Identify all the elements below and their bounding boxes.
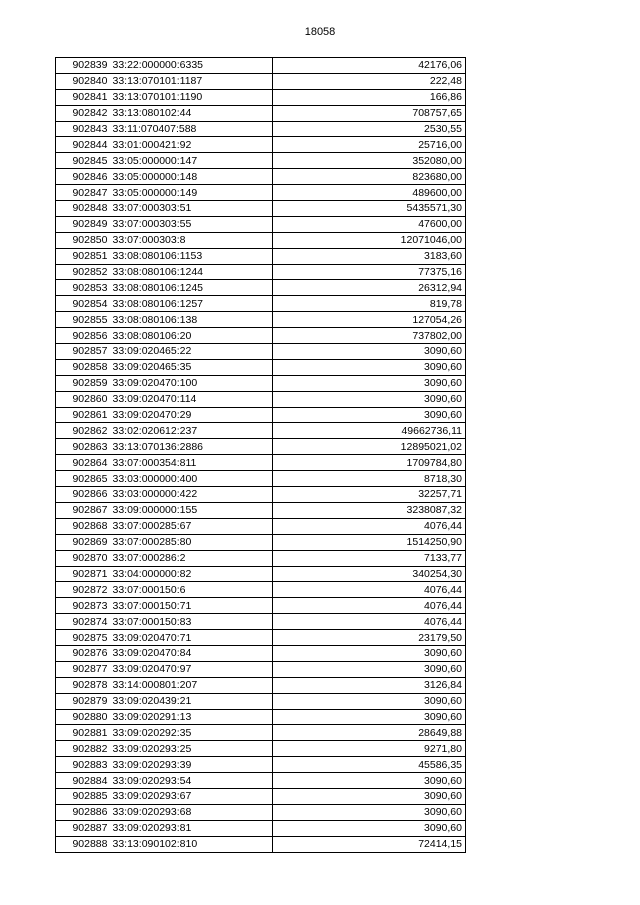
table-body [56, 58, 466, 853]
cadastral-number-cell: 33:07:000150:6 [111, 582, 273, 598]
cadastral-number-cell: 33:09:020293:81 [111, 820, 273, 836]
row-number-cell: 902865 [56, 471, 111, 487]
row-number-cell: 902888 [56, 836, 111, 852]
row-number-cell: 902845 [56, 153, 111, 169]
cadastral-number-cell: 33:08:080106:20 [111, 328, 273, 344]
value-cell: 3090,60 [273, 773, 466, 789]
table-row [56, 804, 466, 820]
cadastral-number-cell: 33:13:080102:44 [111, 105, 273, 121]
table-row [56, 757, 466, 773]
table-row [56, 836, 466, 852]
row-number-cell: 902886 [56, 804, 111, 820]
cadastral-number-cell: 33:11:070407:588 [111, 121, 273, 137]
row-number-cell: 902872 [56, 582, 111, 598]
row-number-cell: 902878 [56, 677, 111, 693]
row-number-cell: 902854 [56, 296, 111, 312]
row-number-cell: 902849 [56, 216, 111, 232]
value-cell: 3090,60 [273, 375, 466, 391]
value-cell: 42176,06 [273, 58, 466, 74]
value-cell: 3126,84 [273, 677, 466, 693]
table-row [56, 423, 466, 439]
value-cell: 28649,88 [273, 725, 466, 741]
cadastral-number-cell: 33:08:080106:1245 [111, 280, 273, 296]
cadastral-number-cell: 33:09:020465:22 [111, 344, 273, 360]
table-row [56, 773, 466, 789]
row-number-cell: 902843 [56, 121, 111, 137]
table-row [56, 820, 466, 836]
value-cell: 3090,60 [273, 709, 466, 725]
table-row [56, 232, 466, 248]
row-number-cell: 902873 [56, 598, 111, 614]
table-row [56, 153, 466, 169]
row-number-cell: 902862 [56, 423, 111, 439]
row-number-cell: 902852 [56, 264, 111, 280]
value-cell: 3090,60 [273, 661, 466, 677]
table-row [56, 121, 466, 137]
cadastral-number-cell: 33:08:080106:1153 [111, 248, 273, 264]
cadastral-number-cell: 33:13:070101:1187 [111, 73, 273, 89]
cadastral-number-cell: 33:09:020292:35 [111, 725, 273, 741]
table-row [56, 185, 466, 201]
cadastral-number-cell: 33:09:020293:67 [111, 788, 273, 804]
value-cell: 23179,50 [273, 630, 466, 646]
value-cell: 489600,00 [273, 185, 466, 201]
cadastral-number-cell: 33:09:020470:84 [111, 645, 273, 661]
value-cell: 9271,80 [273, 741, 466, 757]
row-number-cell: 902885 [56, 788, 111, 804]
cadastral-number-cell: 33:08:080106:1257 [111, 296, 273, 312]
row-number-cell: 902860 [56, 391, 111, 407]
row-number-cell: 902840 [56, 73, 111, 89]
page-number: 18058 [304, 26, 336, 38]
row-number-cell: 902883 [56, 757, 111, 773]
cadastral-number-cell: 33:22:000000:6335 [111, 58, 273, 74]
cadastral-number-cell: 33:09:020470:29 [111, 407, 273, 423]
value-cell: 4076,44 [273, 518, 466, 534]
cadastral-number-cell: 33:08:080106:138 [111, 312, 273, 328]
cadastral-number-cell: 33:07:000303:51 [111, 201, 273, 217]
table-row [56, 137, 466, 153]
table-row [56, 725, 466, 741]
cadastral-number-cell: 33:09:000000:155 [111, 502, 273, 518]
value-cell: 1514250,90 [273, 534, 466, 550]
cadastral-number-cell: 33:05:000000:149 [111, 185, 273, 201]
table-row [56, 375, 466, 391]
table-row [56, 248, 466, 264]
row-number-cell: 902841 [56, 89, 111, 105]
cadastral-number-cell: 33:07:000150:71 [111, 598, 273, 614]
cadastral-number-cell: 33:02:020612:237 [111, 423, 273, 439]
row-number-cell: 902876 [56, 645, 111, 661]
value-cell: 8718,30 [273, 471, 466, 487]
table-row [56, 788, 466, 804]
cadastral-number-cell: 33:03:000000:400 [111, 471, 273, 487]
value-cell: 26312,94 [273, 280, 466, 296]
value-cell: 3183,60 [273, 248, 466, 264]
value-cell: 819,78 [273, 296, 466, 312]
table-row [56, 264, 466, 280]
cadastral-number-cell: 33:09:020293:39 [111, 757, 273, 773]
value-cell: 3090,60 [273, 693, 466, 709]
table-row [56, 741, 466, 757]
value-cell: 3090,60 [273, 788, 466, 804]
table-row [56, 58, 466, 74]
value-cell: 823680,00 [273, 169, 466, 185]
value-cell: 4076,44 [273, 598, 466, 614]
value-cell: 7133,77 [273, 550, 466, 566]
table-row [56, 487, 466, 503]
cadastral-number-cell: 33:09:020293:25 [111, 741, 273, 757]
row-number-cell: 902842 [56, 105, 111, 121]
table-row [56, 677, 466, 693]
value-cell: 32257,71 [273, 487, 466, 503]
table-row [56, 693, 466, 709]
cadastral-number-cell: 33:04:000000:82 [111, 566, 273, 582]
value-cell: 5435571,30 [273, 201, 466, 217]
value-cell: 222,48 [273, 73, 466, 89]
table-row [56, 105, 466, 121]
value-cell: 25716,00 [273, 137, 466, 153]
value-cell: 127054,26 [273, 312, 466, 328]
table-row [56, 709, 466, 725]
cadastral-number-cell: 33:07:000303:8 [111, 232, 273, 248]
cadastral-number-cell: 33:13:070101:1190 [111, 89, 273, 105]
table-row [56, 312, 466, 328]
cadastral-number-cell: 33:13:090102:810 [111, 836, 273, 852]
row-number-cell: 902877 [56, 661, 111, 677]
row-number-cell: 902856 [56, 328, 111, 344]
table-row [56, 630, 466, 646]
row-number-cell: 902855 [56, 312, 111, 328]
cadastral-number-cell: 33:09:020465:35 [111, 359, 273, 375]
table-row [56, 550, 466, 566]
row-number-cell: 902847 [56, 185, 111, 201]
table-row [56, 582, 466, 598]
row-number-cell: 902866 [56, 487, 111, 503]
cadastral-number-cell: 33:01:000421:92 [111, 137, 273, 153]
table-row [56, 359, 466, 375]
row-number-cell: 902874 [56, 614, 111, 630]
row-number-cell: 902844 [56, 137, 111, 153]
table-row [56, 645, 466, 661]
table-row [56, 89, 466, 105]
table-row [56, 614, 466, 630]
row-number-cell: 902863 [56, 439, 111, 455]
cadastral-number-cell: 33:05:000000:148 [111, 169, 273, 185]
table-row [56, 169, 466, 185]
cadastral-number-cell: 33:07:000285:67 [111, 518, 273, 534]
cadastral-number-cell: 33:09:020470:97 [111, 661, 273, 677]
value-cell: 12071046,00 [273, 232, 466, 248]
table-row [56, 566, 466, 582]
row-number-cell: 902880 [56, 709, 111, 725]
table-row [56, 296, 466, 312]
cadastral-number-cell: 33:09:020293:54 [111, 773, 273, 789]
cadastral-number-cell: 33:05:000000:147 [111, 153, 273, 169]
cadastral-number-cell: 33:13:070136:2886 [111, 439, 273, 455]
cadastral-number-cell: 33:03:000000:422 [111, 487, 273, 503]
row-number-cell: 902879 [56, 693, 111, 709]
cadastral-number-cell: 33:07:000286:2 [111, 550, 273, 566]
row-number-cell: 902884 [56, 773, 111, 789]
row-number-cell: 902857 [56, 344, 111, 360]
value-cell: 340254,30 [273, 566, 466, 582]
value-cell: 2530,55 [273, 121, 466, 137]
value-cell: 737802,00 [273, 328, 466, 344]
table-row [56, 661, 466, 677]
table-row [56, 216, 466, 232]
table-row [56, 73, 466, 89]
row-number-cell: 902871 [56, 566, 111, 582]
cadastral-value-table [55, 57, 466, 853]
cadastral-number-cell: 33:09:020470:71 [111, 630, 273, 646]
value-cell: 3090,60 [273, 804, 466, 820]
row-number-cell: 902868 [56, 518, 111, 534]
table-row [56, 391, 466, 407]
value-cell: 1709784,80 [273, 455, 466, 471]
row-number-cell: 902858 [56, 359, 111, 375]
cadastral-number-cell: 33:07:000303:55 [111, 216, 273, 232]
value-cell: 45586,35 [273, 757, 466, 773]
cadastral-number-cell: 33:07:000285:80 [111, 534, 273, 550]
cadastral-number-cell: 33:09:020439:21 [111, 693, 273, 709]
value-cell: 3090,60 [273, 359, 466, 375]
value-cell: 352080,00 [273, 153, 466, 169]
row-number-cell: 902851 [56, 248, 111, 264]
row-number-cell: 902861 [56, 407, 111, 423]
row-number-cell: 902867 [56, 502, 111, 518]
value-cell: 77375,16 [273, 264, 466, 280]
value-cell: 3090,60 [273, 391, 466, 407]
value-cell: 3090,60 [273, 645, 466, 661]
row-number-cell: 902846 [56, 169, 111, 185]
value-cell: 3090,60 [273, 820, 466, 836]
value-cell: 3090,60 [273, 407, 466, 423]
row-number-cell: 902869 [56, 534, 111, 550]
row-number-cell: 902859 [56, 375, 111, 391]
row-number-cell: 902870 [56, 550, 111, 566]
table-row [56, 201, 466, 217]
value-cell: 47600,00 [273, 216, 466, 232]
row-number-cell: 902864 [56, 455, 111, 471]
value-cell: 4076,44 [273, 582, 466, 598]
row-number-cell: 902887 [56, 820, 111, 836]
value-cell: 49662736,11 [273, 423, 466, 439]
table-row [56, 439, 466, 455]
table-row [56, 407, 466, 423]
table-row [56, 534, 466, 550]
value-cell: 3238087,32 [273, 502, 466, 518]
row-number-cell: 902850 [56, 232, 111, 248]
value-cell: 3090,60 [273, 344, 466, 360]
cadastral-number-cell: 33:09:020293:68 [111, 804, 273, 820]
cadastral-number-cell: 33:09:020470:100 [111, 375, 273, 391]
table-row [56, 328, 466, 344]
value-cell: 4076,44 [273, 614, 466, 630]
row-number-cell: 902882 [56, 741, 111, 757]
cadastral-number-cell: 33:08:080106:1244 [111, 264, 273, 280]
value-cell: 72414,15 [273, 836, 466, 852]
value-cell: 708757,65 [273, 105, 466, 121]
row-number-cell: 902839 [56, 58, 111, 74]
cadastral-number-cell: 33:14:000801:207 [111, 677, 273, 693]
table-row [56, 471, 466, 487]
row-number-cell: 902881 [56, 725, 111, 741]
table-row [56, 598, 466, 614]
value-cell: 12895021,02 [273, 439, 466, 455]
table-row [56, 518, 466, 534]
cadastral-number-cell: 33:09:020470:114 [111, 391, 273, 407]
row-number-cell: 902848 [56, 201, 111, 217]
cadastral-number-cell: 33:07:000354:811 [111, 455, 273, 471]
row-number-cell: 902853 [56, 280, 111, 296]
value-cell: 166,86 [273, 89, 466, 105]
cadastral-number-cell: 33:07:000150:83 [111, 614, 273, 630]
table-row [56, 502, 466, 518]
cadastral-number-cell: 33:09:020291:13 [111, 709, 273, 725]
row-number-cell: 902875 [56, 630, 111, 646]
table-row [56, 455, 466, 471]
table-row [56, 344, 466, 360]
table-row [56, 280, 466, 296]
